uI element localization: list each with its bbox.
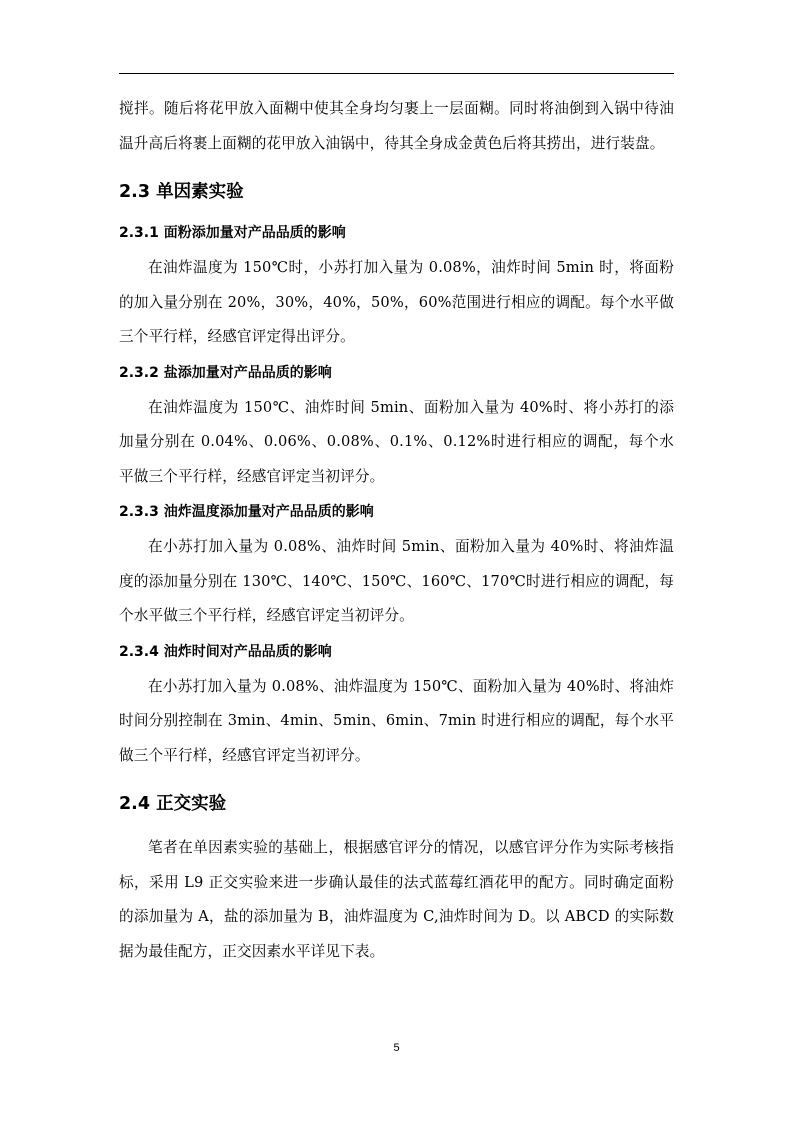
subsection-text-2-3-4: 在小苏打加入量为 0.08%、油炸温度为 150℃、面粉加入量为 40%时、将油炸时间分别控制在 3min、4min、5min、6min、7min 时进行相应的调配，每个水平做三个平行样，经感官评定当初评分。 xyxy=(119,677,674,764)
subsection-heading-2-3-3: 2.3.3 油炸温度添加量对产品品质的影响 xyxy=(119,504,374,520)
subsection-heading-2-3-2: 2.3.2 盐添加量对产品品质的影响 xyxy=(119,364,332,381)
subsection-heading-2-3-1: 2.3.1 面粉添加量对产品品质的影响 xyxy=(119,225,346,241)
subsection-text-2-3-2: 在油炸温度为 150℃、油炸时间 5min、面粉加入量为 40%时、将小苏打的添加量分别在 0.04%、0.06%、0.08%、0.1%、0.12%时进行相应的调配，每个水平做三个平行样，经感官评定当初评分。 xyxy=(119,398,674,485)
intro-paragraph: 搅拌。随后将花甲放入面糊中使其全身均匀裹上一层面糊。同时将油倒到入锅中待油温升高后将裹上面糊的花甲放入油锅中，待其全身成金黄色后将其捞出，进行装盘。 xyxy=(119,100,674,152)
section-heading-2-4: 2.4 正交实验 xyxy=(119,794,227,814)
page-number: 5 xyxy=(393,1042,400,1054)
header-rule xyxy=(119,73,674,74)
subsection-text-2-3-1: 在油炸温度为 150℃时，小苏打加入量为 0.08%，油炸时间 5min 时，将面粉的加入量分别在 20%，30%，40%，50%，60%范围进行相应的调配。每个水平做三个平行样，经感官评定得出评分。 xyxy=(119,259,674,345)
document-body xyxy=(119,92,674,969)
section-text-2-4: 笔者在单因素实验的基础上，根据感官评分的情况，以感官评分作为实际考核指标，采用 L9 正交实验来进一步确认最佳的法式蓝莓红酒花甲的配方。同时确定面粉的添加量为 A，盐的添加量为 B，油炸温度为 C,油炸时间为 D。以 ABCD 的实际数据为最佳配方，正交因素水平详见下表。 xyxy=(119,839,674,960)
subsection-text-2-3-3: 在小苏打加入量为 0.08%、油炸时间 5min、面粉加入量为 40%时、将油炸温度的添加量分别在 130℃、140℃、150℃、160℃、170℃时进行相应的调配，每个水平做三个平行样，经感官评定当初评分。 xyxy=(119,538,674,624)
subsection-heading-2-3-4: 2.3.4 油炸时间对产品品质的影响 xyxy=(119,643,332,660)
section-heading-2-3: 2.3 单因素实验 xyxy=(119,182,244,202)
